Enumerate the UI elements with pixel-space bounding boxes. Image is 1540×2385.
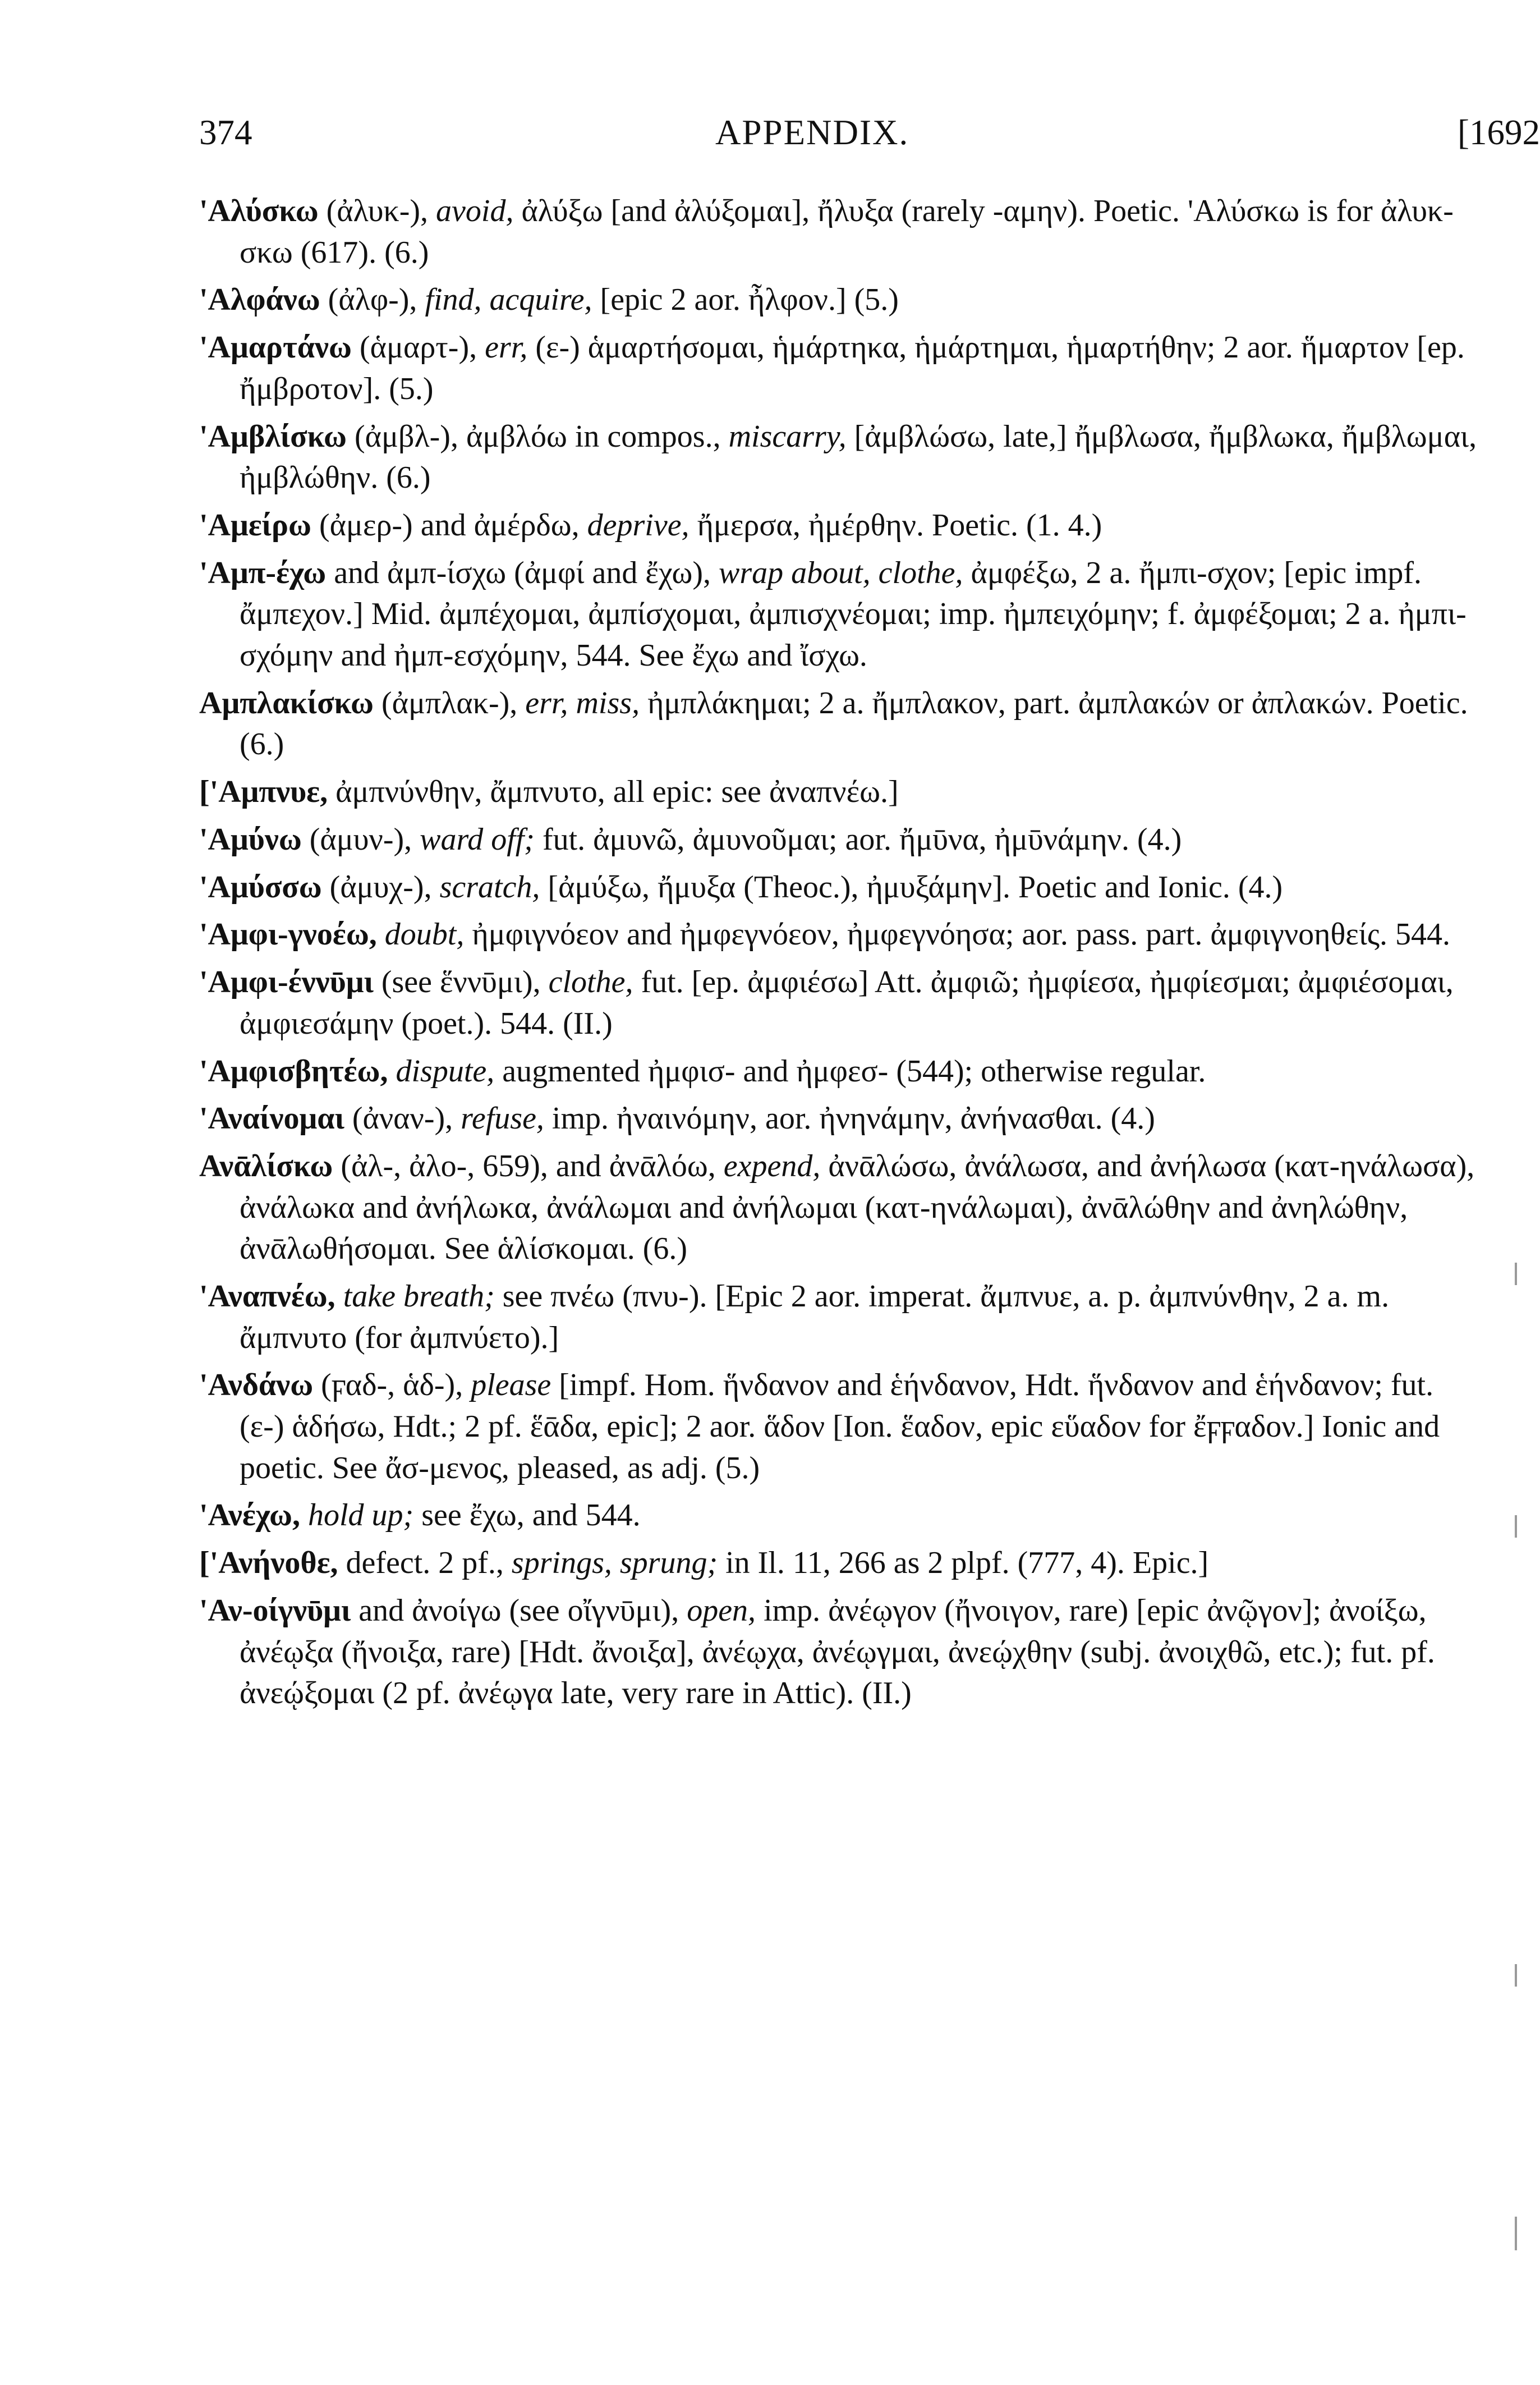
entry-forms: [ἀμβλώσω, late,] ἤμβλωσα, ἤμβλωκα, ἤμβλωμαι, ἠμβλώθην. (6.) [240, 419, 1477, 496]
meaning: find, acquire, [425, 282, 592, 318]
page-number: 374 [199, 113, 252, 152]
entry-text: (see ἕννῡμι), [373, 965, 549, 1000]
meaning: miscarry, [728, 419, 847, 454]
list-item [199, 1146, 1484, 1270]
list-item [199, 772, 1484, 813]
list-item [199, 683, 1484, 765]
headword: 'Αμφι-έννῡμι [199, 965, 374, 1000]
list-item [199, 1495, 1484, 1537]
meaning: avoid, [436, 194, 514, 228]
headword: 'Αμύνω [199, 822, 302, 857]
entry-forms: ἀνᾱλώσω, ἀνάλωσα, and ἀνήλωσα (κατ-ηνάλωσα), ἀνάλωκα and ἀνήλωκα, ἀνάλωμαι and ἀνήλωμαι (κατ-ηνάλωμαι), ἀνᾱλώθην and ἀνηλώθην, ἀνᾱλωθήσομαι. See ἁλίσκομαι. (6.) [240, 1149, 1475, 1267]
list-item [199, 1365, 1484, 1489]
entry-forms: [impf. Hom. ἥνδανον and ἑήνδανον, Hdt. ἥνδανον and ἑήνδανον; fut. (ε-) ἁδήσω, Hdt.; 2 pf. ἕᾱδα, epic]; 2 aor. ἅδον [Ion. ἕαδον, epic εὕαδον for ἔϝϝαδον.] Ionic and poetic. See ἄσ-μενος, pleased, as adj. (5.) [240, 1368, 1440, 1485]
list-item [199, 914, 1484, 956]
entry-text: ἀμπνύνθην, ἄμπνυτο, all epic: see ἀναπνέω.] [328, 774, 899, 810]
entry-text: defect. 2 pf., [338, 1545, 512, 1581]
entry-forms: ἠμφιγνόεον and ἠμφεγνόεον, ἠμφεγνόησα; aor. pass. part. ἀμφιγνοηθείς. 544. [464, 917, 1451, 952]
entry-text: (ἀμυχ-), [321, 869, 440, 905]
meaning: springs, sprung; [511, 1545, 718, 1581]
entry-text: (ἀναν-), [344, 1101, 461, 1136]
entry-forms: [ἀμύξω, ἤμυξα (Theoc.), ἠμυξάμην]. Poetic and Ionic. (4.) [540, 869, 1283, 905]
meaning: open, [687, 1593, 756, 1628]
headword: 'Αλφάνω [199, 282, 320, 318]
meaning: take breath; [343, 1279, 495, 1314]
entry-text: (ἁμαρτ-), [352, 330, 485, 365]
entry-forms: [epic 2 aor. ἦλφον.] (5.) [592, 282, 899, 318]
entry-forms: fut. [ep. ἀμφιέσω] Att. ἀμφιῶ; ἠμφίεσα, ἠμφίεσμαι; ἀμφιέσομαι, ἀμφιεσάμην (poet.). 544. (II.) [240, 965, 1454, 1041]
meaning: please [471, 1368, 551, 1403]
meaning: expend, [723, 1149, 821, 1184]
entry-text: (ἀλφ-), [320, 282, 425, 318]
meaning: hold up; [307, 1498, 414, 1533]
list-item [199, 1543, 1484, 1584]
meaning: err, miss, [525, 685, 640, 721]
list-item [199, 819, 1484, 861]
entry-forms: imp. ἀνέῳγον (ἤνοιγον, rare) [epic ἀνῷγον]; ἀνοίξω, ἀνέῳξα (ἤνοιξα, rare) [Hdt. ἄνοιξα], ἀνέῳχα, ἀνέῳγμαι, ἀνεῴχθην (subj. ἀνοιχθῶ, etc.); fut. pf. ἀνεῴξομαι (2 pf. ἀνέῳγα late, very rare in Attic). (II.) [240, 1593, 1435, 1711]
entry-text: (ἀλυκ-), [318, 194, 436, 228]
margin-mark [1515, 1515, 1517, 1538]
entry-forms: see πνέω (πνυ-). [Epic 2 aor. imperat. ἄμπνυε, a. p. ἀμπνύνθην, 2 a. m. ἄμπνυτο (for ἀμπνύετο).] [240, 1279, 1390, 1355]
headword: 'Αναπνέω, [199, 1279, 335, 1314]
headword: 'Αμβλίσκω [199, 419, 347, 454]
meaning: refuse, [461, 1101, 544, 1136]
entry-text: and ἀμπ-ίσχω (ἀμφί and ἔχω), [326, 555, 719, 590]
meaning: wrap about, clothe, [718, 555, 963, 590]
margin-mark [1515, 1964, 1517, 1987]
entry-text [335, 1279, 343, 1314]
headword: 'Αμαρτάνω [199, 330, 352, 365]
entry-text: and ἀνοίγω (see οἴγνῡμι), [351, 1593, 687, 1628]
list-item [199, 1098, 1484, 1140]
entry-text: (ἀμβλ-), ἀμβλόω in compos., [347, 419, 729, 454]
verb-list [199, 191, 1484, 1721]
running-header [199, 112, 1540, 163]
headword: 'Αμπ-έχω [199, 555, 327, 590]
headword: Ανᾱλίσκω [199, 1149, 333, 1184]
entry-forms: fut. ἀμυνῶ, ἀμυνοῦμαι; aor. ἤμῡνα, ἠμῡνάμην. (4.) [534, 822, 1182, 857]
entry-forms: imp. ἠναινόμην, aor. ἠνηνάμην, ἀνήνασθαι. (4.) [544, 1101, 1155, 1136]
headword: 'Αν-οίγνῡμι [199, 1593, 351, 1628]
list-item [199, 191, 1484, 273]
entry-text [377, 917, 385, 952]
entry-text: (ϝαδ-, ἁδ-), [313, 1368, 471, 1403]
meaning: ward off; [420, 822, 535, 857]
entry-text [388, 1054, 396, 1089]
headword: 'Αναίνομαι [199, 1101, 344, 1136]
entry-forms: in Il. 11, 266 as 2 plpf. (777, 4). Epic.] [718, 1545, 1209, 1581]
headword: 'Αμφισβητέω, [199, 1053, 388, 1089]
entry-forms: (ε-) ἁμαρτήσομαι, ἡμάρτηκα, ἡμάρτημαι, ἡμαρτήθην; 2 aor. ἥμαρτον [ep. ἤμβροτον]. (5.) [240, 330, 1465, 406]
margin-mark [1515, 1263, 1517, 1285]
entry-text: (ἀμπλακ-), [373, 685, 526, 721]
headword: 'Ανέχω, [199, 1498, 300, 1533]
entry-forms: ἤμερσα, ἠμέρθην. Poetic. (1. 4.) [689, 507, 1102, 543]
headword: 'Αμφι-γνοέω, [199, 917, 377, 952]
headword: ['Αμπνυε, [199, 774, 328, 810]
entry-text [300, 1498, 308, 1533]
entry-text: (ἀμερ-) and ἀμέρδω, [311, 507, 587, 543]
entry-forms: ἠμπλάκημαι; 2 a. ἤμπλακον, part. ἀμπλακών or ἀπλακών. Poetic. (6.) [240, 685, 1468, 762]
section-reference: [1692 [1458, 113, 1540, 152]
list-item [199, 867, 1484, 909]
entry-text: (ἀμυν-), [301, 822, 420, 857]
headword: 'Αμύσσω [199, 869, 322, 905]
list-item [199, 553, 1484, 677]
meaning: clothe, [548, 965, 633, 1000]
meaning: doubt, [384, 917, 465, 952]
running-title: APPENDIX. [715, 113, 909, 152]
list-item [199, 416, 1484, 499]
meaning: deprive, [587, 507, 689, 543]
entry-text: (ἀλ-, ἀλο-, 659), and ἀνᾱλόω, [333, 1149, 724, 1184]
list-item [199, 327, 1484, 410]
entry-forms: augmented ἠμφισ- and ἠμφεσ- (544); otherwise regular. [494, 1053, 1206, 1089]
meaning: scratch, [439, 869, 540, 905]
meaning: err, [485, 330, 528, 365]
headword: ['Ανήνοθε, [199, 1545, 338, 1581]
list-item [199, 1276, 1484, 1359]
list-item [199, 279, 1484, 321]
entry-forms: ἀλύξω [and ἀλύξομαι], ἤλυξα (rarely -αμην). Poetic. 'Αλύσκω is for ἀλυκ-σκω (617). (6.) [240, 194, 1454, 270]
headword: 'Αλύσκω [199, 194, 319, 228]
entry-forms: see ἔχω, and 544. [413, 1498, 641, 1533]
headword: 'Ανδάνω [199, 1368, 314, 1403]
list-item [199, 1590, 1484, 1714]
headword: 'Αμείρω [199, 507, 311, 543]
meaning: dispute, [396, 1053, 495, 1089]
margin-mark [1515, 2217, 1517, 2250]
headword: Αμπλακίσκω [199, 685, 374, 721]
entry-forms: ἀμφέξω, 2 a. ἤμπι-σχον; [epic impf. ἄμπεχον.] Mid. ἀμπέχομαι, ἀμπίσχομαι, ἀμπισχνέομαι; imp. ἠμπειχόμην; f. ἀμφέξομαι; 2 a. ἠμπι-σχόμην and ἠμπ-εσχόμην, 544. See ἔχω and ἴσχω. [240, 555, 1467, 673]
list-item [199, 962, 1484, 1044]
list-item [199, 505, 1484, 547]
list-item [199, 1051, 1484, 1093]
